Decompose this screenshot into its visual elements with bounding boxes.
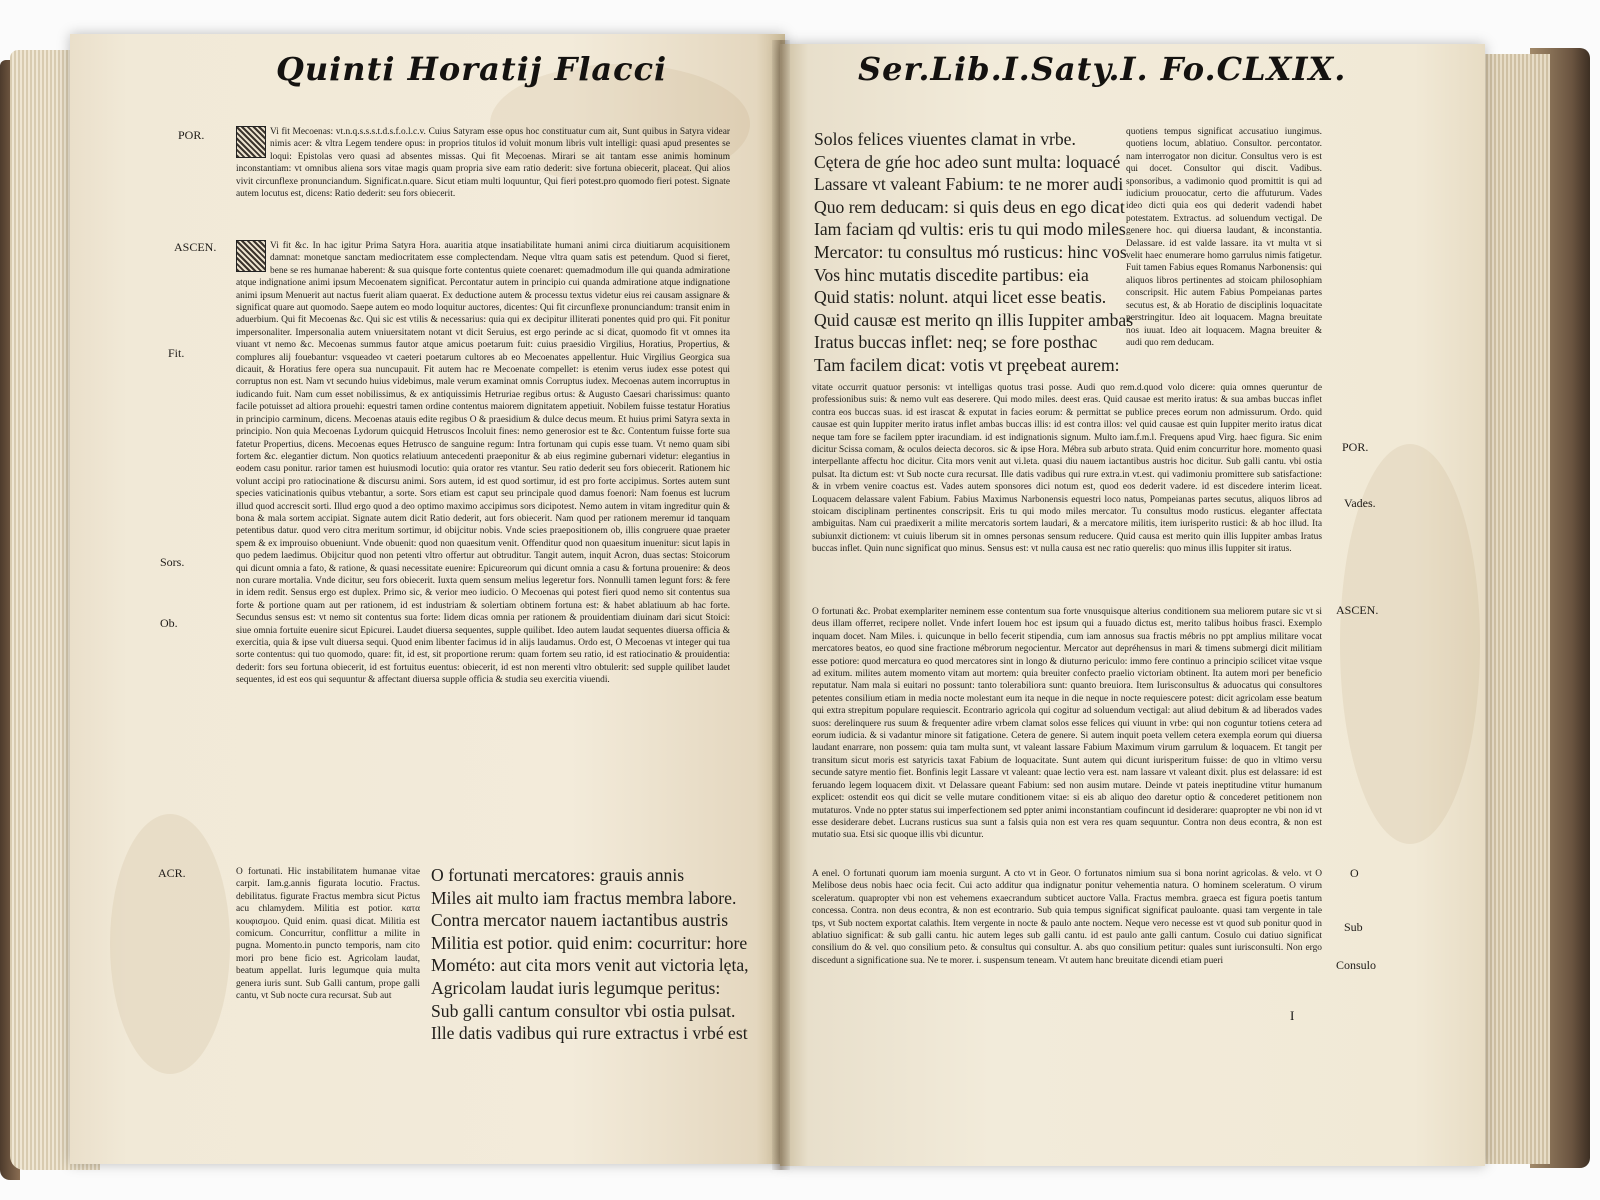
margin-note: Consulo: [1336, 958, 1377, 972]
verse-line: Ille datis vadibus qui rure extractus i vrbé est: [431, 1023, 748, 1044]
commentary-text: Vi fit Mecoenas: vt.n.q.s.s.s.t.d.s.f.o.l.c.v. Cuius Satyram esse opus hoc constituatur cum ait, Sunt quibus in Satyra videar nimis acer: & vltra Legem tendere opus: in proprios titulos id voluit monum libris vult intelligi: quasi apud presentes se loqui: Epistolas vero quasi ad absentes missas. Qui fit Mecoenas. Mirari se ait tantam esse animis hominum inconstantiam: vt omnibus aliena sors vitae magis quam propria sive eam ratio dederit: sive fortuna obiecerit, placeat. Qui alios vivit circunflexe pronunciandum. Significat.n.quare. Sicut etiam multi loquuntur, Qui fieri potest.pro quomodo fieri potest. Signate autem locutus est, dicens: Ratio dederit: seu fors obiecerit.: [236, 127, 730, 200]
commentary-text: quotiens tempus significat accusatiuo iungimus. quotiens locum, ablatiuo. Consultor. percontator. nam interrogator non dicitur. Consultus vero is est qui docet. Consultor qui discit. Vadibus. sponsoribus, a vadimonio quod promittit is qui ad iudicium prouocatur, certo die affuturum. Vades ideo dicti quia eos qui dederit vadendi habet potestatem. Extractus. ad soluendum vectigal. De genere hoc. qui diuersa laudant, & inconstantia. Delassare. id est valde lassare. ita vt multa vt si velit haec enumerare homo garrulus nimis fatigetur. Fuit tamen Fabius eques Romanus Narbonensis: qui aliquos libros pertinentes ad stoicam philosophiam conscripsit. Hic autem Fabius Pompeianas partes secutus est, & ab Horatio de disciplinis loquacitate perstringitur. Ideo ait loquacem. Magna breuitate nos iuuat. Ideo ait loquacem. Magna breuiter & audi quo rem deducam.: [1126, 127, 1322, 348]
verse-line: Agricolam laudat iuris legumque peritus:: [431, 977, 721, 998]
commentary-block: [1126, 126, 1322, 354]
margin-note: O: [1350, 866, 1359, 880]
verse-line: Mercator: tu consultus mó rusticus: hinc vos: [814, 241, 1127, 262]
margin-note: Sors.: [160, 555, 185, 569]
margin-note: ASCEN.: [174, 240, 217, 254]
commentary-block: [812, 382, 1322, 604]
verse-line: Sub galli cantum consultor vbi ostia pulsat.: [431, 1000, 736, 1021]
verse-line: Militia est potior. quid enim: cocurritur: hore: [431, 932, 748, 953]
verse-line: Quid causæ est merito qn illis Iuppiter ambas: [814, 309, 1134, 330]
margin-note: Fit.: [168, 346, 185, 360]
page-stain: [110, 814, 230, 1074]
commentary-text: O fortunati &c. Probat exemplariter neminem esse contentum sua forte vnusquisque alterius conditionem sua meliorem putare sic vt si deus illam offerret, recipere nollet. Vnde infert Iouem hoc est ipsum qui a fuuado dictus est, merito talibus hoibus frasci. Exemplo inquam docet. Nam Miles. i. quicunque in bello fecerit stipendia, cum iam annosus sua fractis mébris no ppt amplius militare vocat mercatores beatos, eo quod sine fractione mébrorum negocientur. Mercator aut depréhensus in mari & timens submergi dicit militiam esse potiore: quod mercatura eo quod mercatores sint in longo & diuturno periculo: immo fere continuo a principio scilicet vitae vsque ad exitum. milites autem momento vitam aut mortem: quia breuiter confecto praelio victoriam obtinent. Ita autem mori per beneficio reputatur. Nam mala si euitari no possunt: tanto tolerabiliora sunt: quanto breuiora. Item Iurisconsultus & aduocatus qui consultores petentes consilium etiam in media nocte molestant eum ita neque in die neque in nocte requiescere potest: dicit agricolam esse beatum qui extra strepitum populare requiescit. Econtrario agricola qui cogitur ad soluendum vectigal: aut aliud debitum & ad liberados vades suos: derelinquere rus suum & frequenter adire vrbem clamat solos esse felices qui viuunt in vrbe: qui non coguntur totiens cetera ad eorum iudicia. & si vadantur minore sit fatigatione. Cetera de genere. Si autem inquit poeta vellem cetera exempla eorum qui diuersa laudant enarrare, non possem: quia tam multa sunt, vt valeant lassare Fabium Maximum virum garrulum & loquacem. Et tangit per transitum sicut moris est satyricis taxat Fabium de loquacitate. Sunt autem qui dicunt iurisperitum fuisse: de quo in vltimo versu secunde satyre mentio fiet. Bonfinis legit Lassare vt valeant: quae lectio vera est. nam lassare vt valeant dixit. plus est delassare: id est feruando legem loquacem dixit. vt Delassare queant Fabium: sed non ausim mutare. Deinde vt pateis ineptitudine vtitur humanum explicet: ostendit eos qui dicit se velle mutare conditionem vitae: si eis ab aliquo deo daretur optio & concederet petitionem non mutaturos. Vnde no ppter status sui imperfectionem sed ppter animi inconstantiam coufincunt id desiderare: quapropter ne vbi non id vt esse desiderare debet. Lucrans rusticus sua sunt a falsis quia non est vera res quam sequuntur. Contra non deus econtra, & non est mutatio sua. Etsi sic quoque illis vbi dicuntur.: [812, 607, 1322, 841]
running-header-left: Quinti Horatij Flacci: [276, 50, 668, 88]
commentary-text: O fortunati. Hic instabilitatem humanae vitae carpit. Iam.g.annis figurata locutio. Fractus. debilitatus. figurate Fractus membra sicut Pictus acu chlamydem. Militia est potior. κατα κουφισμου. Quid enim. quasi dicat. Militia est comicum. Concurritur, conflittur a milite in pugna. Momento.in puncto temporis, nam cito mori pro bene ficio est. Agricolam laudat, beatum appellat. Iuris legumque quia multa genera iuris sunt. Sub Galli cantum, prope galli cantu, vt Sub nocte cura recursat. Sub aut: [236, 867, 420, 1002]
verse-line: Quid statis: nolunt. atqui licet esse beatis.: [814, 287, 1107, 308]
commentary-text: A enel. O fortunati quorum iam moenia surgunt. A cto vt in Geor. O fortunatos nimium sua si bona norint agricolas. & velo. vt O Melibose deus nobis haec ocia fecit. Cui acto additur qua indignatur ponitur vehementia natura. O hominem sceleratum. O virum sceleratum. quapropter vbi non est vehemens exaecrandum subticet auctore Valla. Fractus membra. graeca est figura poetis tantum concessa. Contra. non deus econtra, & non est econtrario. Sub quia tempus significat significat pauloante. quasi tam vergente in tale tps, vt Sub noctem exportat calathis. Item vergente in nocte & paulo ante noctem. Neque vero necesse est vt quod sub ponitur quod in ablatiuo significat: & sub galli cantu. hic autem leges sub galli cantu. id est paulo ante galli cantum. Cosulo cui datiuo significat consilium do & vel. quo consilium peto. & consultus qui consultur. A. abs quo consilium petitur: quales sunt iurisconsulti. Non ergo discedunt a significatione sua. Ne te morer. i. suspensum teneam. Vt autem hanc breuitate dicendi etiam pueri: [812, 869, 1322, 966]
margin-note: Vades.: [1344, 496, 1376, 510]
commentary-block: [236, 126, 730, 240]
verse-line: Solos felices viuentes clamat in vrbe.: [814, 129, 1076, 149]
signature-mark: I: [1290, 1008, 1295, 1023]
margin-note: ASCEN.: [1336, 603, 1379, 617]
commentary-text: vitate occurrit quatuor personis: vt intelligas quotus trasi posse. Audi quo rem.d.quod volo dicere: quia omnes queruntur de professionibus suis: & nemo vult eas deserere. Qui modo miles. deest eras. Quid causae est merito iratus: & sua ambas buccas inflet contra eos buccas suas. id est irascat & exputat in facies eorum: & permittat se publice preces eorum non admissurum. Ordo. quid causae est quin Iuppiter merito iratus inflet ambas buccas illis: id est contra illos: vel quid causae est quin Iuppiter merito iratus dicat neque tam fore se facilem ppter iracundiam. id est indignationis signum. Multo iam.f.m.l. Frequens apud Virg. haec figura. Sic enim dicitur Scissa comam, & oculos deiecta decoros. sic & ipse Hora. Mébra sub arbuto strata. Quid enim concurritur hore. momento quasi interpellante affectu hoc dicitur. Cita mors venit aut vi.leta. quasi diu nauem iactantibus austris hoc dicitur. Sub galli cantu. vbi ostia pulsat. Ita dictum est: vt Sub nocte cura recursat. Ille datis vadibus qui rure extra.in vt.est. qui vadimoniu promittere sub satisfactione: & in vrbem venire coactus est. Vades autem sponsores dici notum est, quod eos dederit vadere. id est discedere interim liceat. Loquacem delassare valent Fabium. Fabius Maximus Narbonensis equestri loco natus, Pompeianas partes secutus, aliquos libros ad stoicam disciplinam pertinentes conscripsit. Eris tu qui modo miles mercator. Tu consultus modo rusticus. eleganter affectata ambiguitas. Nam cui praedixerit a milite mercatoris sortem laudari, & a mercatore militis, item iurisperito rustici: & ab hoc illud. Ita subiunxit dictionem: vt cuiuis liberum sit in omnes personas sensum reducere. Quid causa est merito quin illis Iuppiter ambas Iratus buccas inflet. Quin nunc significat quo minus. Sensus est: vt nulla causa est nec ratio querelis: quo minus illis Iuppiter sit iratus.: [812, 383, 1322, 555]
verse-line: Cętera de gńe hoc adeo sunt multa: loquacé: [814, 151, 1121, 172]
commentary-block: [812, 868, 1322, 1004]
verse-line: Quo rem deducam: si quis deus en ego dicat: [814, 196, 1125, 217]
verse-line: Iam faciam qd vultis: eris tu qui modo miles: [814, 219, 1126, 240]
verse-line: Vos hinc mutatis discedite partibus: eia: [814, 264, 1089, 285]
running-header-right: Ser.Lib.I.Saty.I. Fo.CLXIX.: [858, 50, 1347, 88]
drop-cap-ornament: [236, 240, 266, 272]
commentary-block: [236, 866, 420, 1044]
commentary-text: Vi fit &c. In hac igitur Prima Satyra Hora. auaritia atque insatiabilitate humani animi circa diuitiarum acquisitionem damnat: monetque sanctam mediocritatem esse complectendam. Neque vltra quam satis est petendum. Quod si fieret, bene se res humanae haberent: & sua quisque forte contentus quiete coenaret: quemadmodum ille qui quanda admiratione atque indignatione animi ipsum Mecoenatem significat. Percontatur autem in principio cui quanda admiratione atque indignatione animi ipsum Menuerit aut nactus fuerit aliam quaerat. Ex deductione autem & processu textus videtur eius rei causam assignare & significat quare aut quomodo. Saepe autem eo modo loquitur auctores, dicentes: Qui fit circunflexe pronunciandum: transit enim in aduerbium. Qui fit Mecoenas &c. Qui sic est vtilis & necessarius: quia qui ex decipitur illiterati ponentes quid pro qui. Fit ponitur impersonaliter. Impersonalia autem vniuersitatem notant vt dicit Seruius, est ergo perinde ac si dicat, quomodo fit vt omnes ita viuant vt nemo &c. Mecoenas summus fautor atque amicus poetarum fuit: cuius praesidio Virgilius, Horatius, Propertius, & complures alij fouebantur: vsqueadeo vt caeteri poetarum cultores ab eo Mecoenates appellentur. Huic Virgilius Georgica sua dicauit, & Horatius fere opera sua nuncupauit. Fit autem hac re Mecoenate compellet: is etenim verus iudex esse potest qui corruptus non est. Nam vt secundo huius videbimus, male verum examinat omnis Corruptus iudex. Mecoenas autem incorruptus in iudicando fuit. Nam cum esset nobilissimus, & ex antiquissimis Hetruriae regibus ortus: & Augusto Caesari charissimus: quanto facile potuisset ad altiora prouehi: equestri tamen ordine contentus maiorem dignitatem appetiuit. Nobilem fuisse testatur Horatius in principio carminum, dicens. Mecoenas atauis edite regibus O & praesidium & dulce decus meum. Et huius primi Satyra sexta in principio. Non quia Mecoenas Lydorum quicquid Hetruscos Incoluit fines: nemo generosior est te &c. Contentum fuisse forte sua fatetur Propertius, dicens. Mecoenas eques Hetrusco de sanguine regum: Intra fortunam qui cupis esse tuam. Vt nemo quam sibi fortem &c. elegantier dictum. Non quotics relatiuum antecedenti praeponitur & ab eius regimine gubernari videtur: elegantius in eodem casu ponitur. rarior tamen est huiusmodi locutio: quia orator res vtantur. Seu ratio dederit seu fors obiecerit. Rationem hic volunt accipi pro ratiocinatione & discursu animi. Sors autem, id est quod sortimur, id est pro forte accipimus. Sortes autem sunt species vaticinationis quibus vtebantur, a sorte. Sors etiam est caput seu principale quod damus foenori: Nam foenus est lucrum illud quod accrescit sorti. Illud ergo quod a deo optimo maximo accipimus sors dicipotest. Nemo autem in vitam ingreditur quin & bona & mala sortem accipiat. Signate autem dicit Ratio dederit, aut fors obiecerit. Nam quod per rationem meremur id tanquam petentibus datur. quod vero citra meritum sortimur, id obijcitur nobis. Vnde scies praepositionem ob, illis congruere quae praeter spem & ex improuiso obueniunt. Vnde obuenit: quod non quaesitum venit. Offenditur quod non quaesitum inuenitur: sicut lapis in quo pedem laedimus. Obijcitur quod non petenti vltro offertur aut obtruditur. Tangit autem, inquit Acron, duas sectas: Stoicorum qui dicunt omnia a fato, & ratione, & quasi necessitate euenire: Epicureorum qui dicunt omnia a casu & fortuna prouenire: & deos non curare mortalia. Vnde dicitur, seu fors obiecerit. Iuxta quem sensum melius legeretur fors. Nonnulli tamen legunt fors: & fere in idem redit. Sensus ergo est duplex. Primo sic, & verior meo iudicio. O Mecoenas qui potest fieri quod nemo sit contentus sua forte & portione quam aut per rationem, id est industriam & solertiam obtinem fortuna est: & habet ablatiuum ab hac forte. Secundus sensus est: vt nemo sit contentus sua forte: Iidem dicas omnia per rationem & prouidentiam diuinam dari sicut Stoici: siue omnia fortuite euenire sicut Epicurei. Laudet diuersa sequentes, supple quilibet. Ideo autem laudat sequentes diuersa officia & exercitia, quia & ipse vult diuersa sequi. Quod enim libenter facimus id in alijs laudamus. Ordo est, O Mecoenas vt integer qui tua sorte contentus: qui tuo quomodo, quare: fit, id est, sit proportione rerum: quam fortem seu ratio, id est ratiocinatio & prouidentia: dederit: fors seu fortuna obiecerit, id est fortuitus euentus: obiecerit, id est non merenti vltro obtulerit: sed supple quilibet laudet sequentes, id est eos qui sequuntur & affectant diuersa supple officia & studia seu exercitia viuendi.: [236, 241, 730, 686]
verse-block: [431, 864, 749, 1045]
book-gutter: [772, 40, 790, 1170]
verse-line: Tam facilem dicat: votis vt pręebeat aurem:: [814, 354, 1120, 375]
verse-line: Mométo: aut cita mors venit aut victoria lęta,: [431, 955, 749, 976]
drop-cap-ornament: [236, 126, 266, 158]
margin-note: POR.: [1342, 440, 1369, 454]
margin-note: ACR.: [158, 866, 186, 880]
margin-note: POR.: [178, 128, 205, 142]
verse-line: Lassare vt valeant Fabium: te ne morer audi: [814, 174, 1124, 195]
verse-line: Iratus buccas inflet: neq; se fore posthac: [814, 332, 1098, 353]
verse-block: [814, 128, 1134, 377]
verse-line: Miles ait multo iam fractus membra labore.: [431, 887, 737, 908]
verse-line: O fortunati mercatores: grauis annis: [431, 865, 685, 885]
margin-note: Ob.: [160, 616, 178, 630]
commentary-block: [236, 240, 730, 850]
margin-note: Sub: [1344, 920, 1363, 934]
verse-line: Contra mercator nauem iactantibus austris: [431, 910, 729, 931]
commentary-block: [812, 606, 1322, 866]
